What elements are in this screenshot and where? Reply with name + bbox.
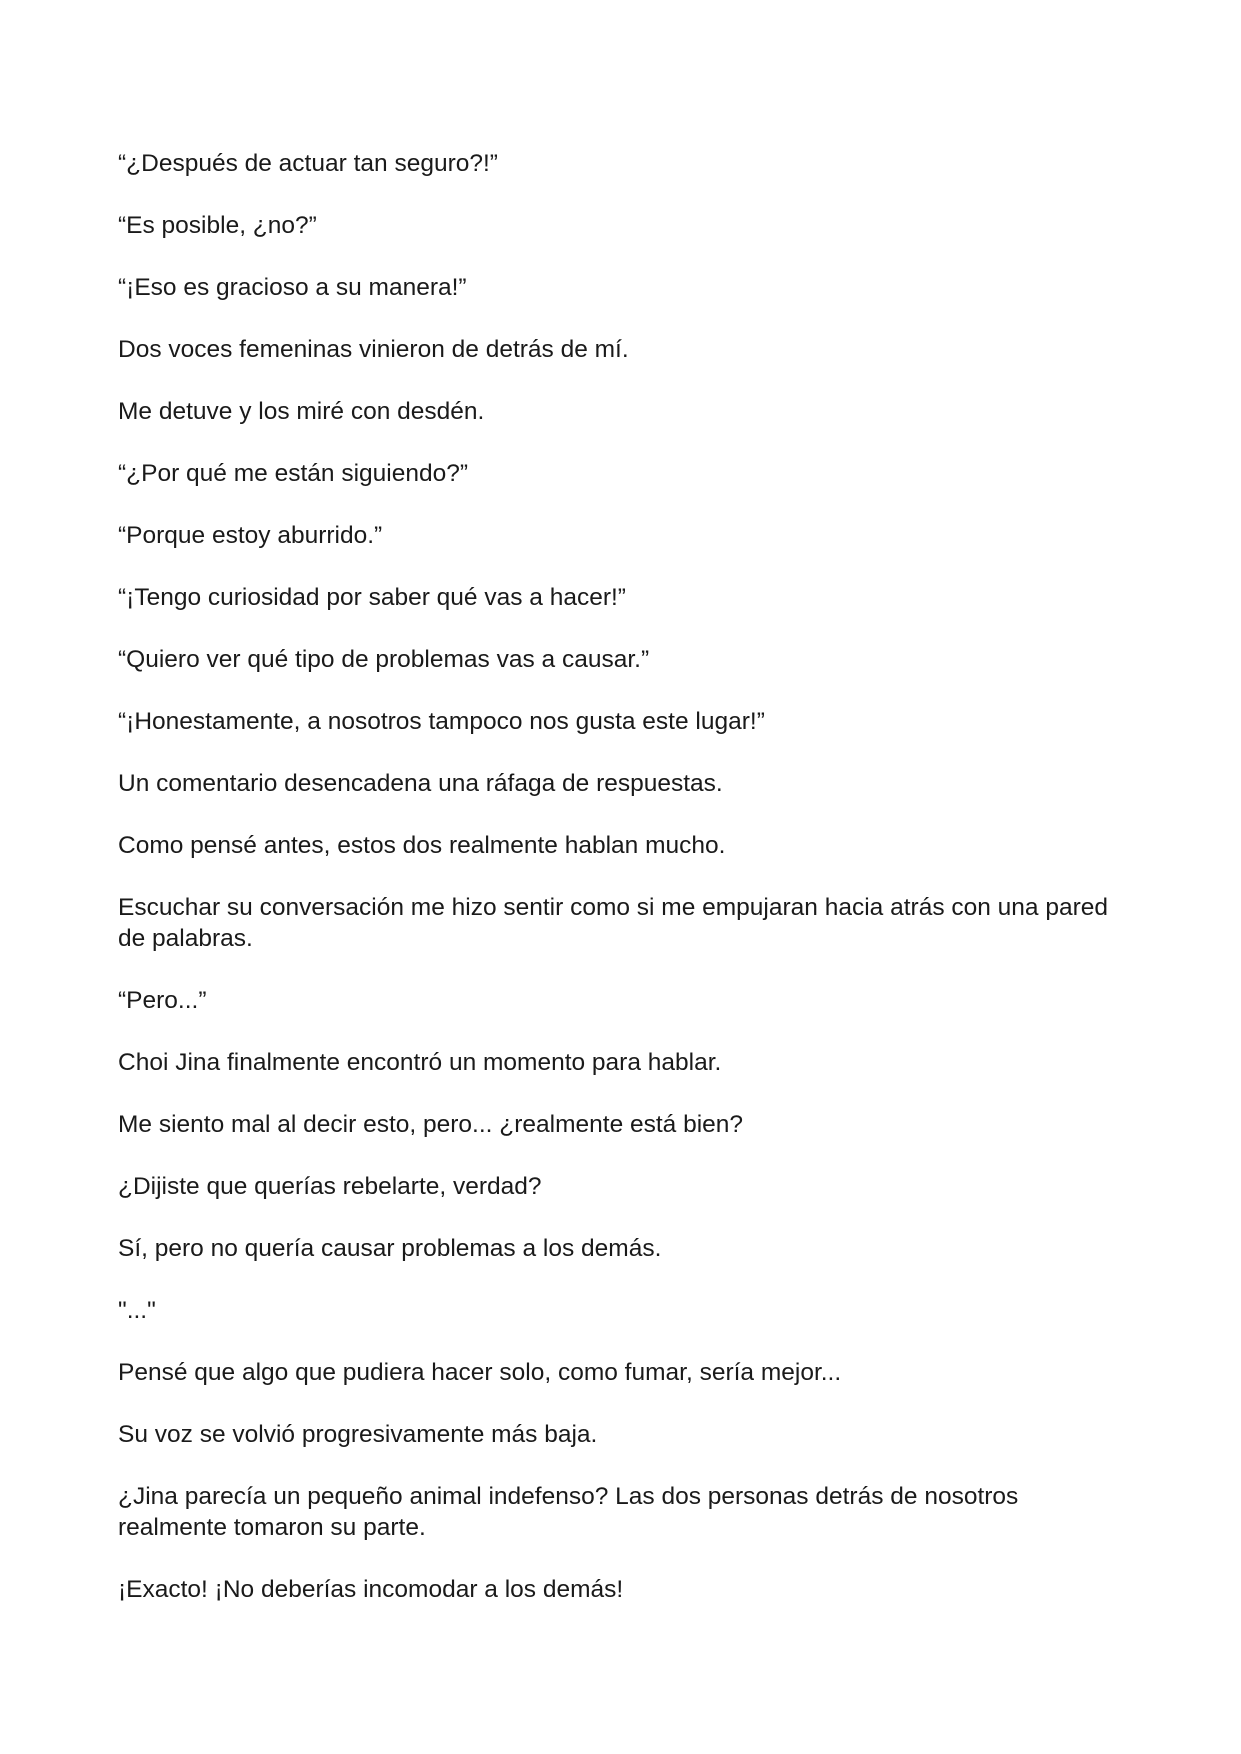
paragraph: "..." xyxy=(118,1297,156,1324)
paragraph: “¿Después de actuar tan seguro?!” xyxy=(118,150,498,177)
paragraph: “Pero...” xyxy=(118,987,207,1014)
paragraph: ¡Exacto! ¡No deberías incomodar a los demás! xyxy=(118,1576,624,1603)
paragraph: ¿Dijiste que querías rebelarte, verdad? xyxy=(118,1173,542,1200)
paragraph: Dos voces femeninas vinieron de detrás de mí. xyxy=(118,336,629,363)
paragraph: Escuchar su conversación me hizo sentir como si me empujaran hacia atrás con una pared de palabras. xyxy=(118,894,1109,952)
paragraph: “Porque estoy aburrido.” xyxy=(118,522,383,549)
paragraph: “¿Por qué me están siguiendo?” xyxy=(118,460,468,487)
paragraph: “¡Honestamente, a nosotros tampoco nos gusta este lugar!” xyxy=(118,708,765,735)
paragraph: “¡Eso es gracioso a su manera!” xyxy=(118,274,467,301)
paragraph: Un comentario desencadena una ráfaga de respuestas. xyxy=(118,770,723,797)
paragraph: “Quiero ver qué tipo de problemas vas a causar.” xyxy=(118,646,650,673)
paragraph: Sí, pero no quería causar problemas a los demás. xyxy=(118,1235,662,1262)
document-body xyxy=(118,148,1128,1636)
paragraph: Como pensé antes, estos dos realmente hablan mucho. xyxy=(118,832,726,859)
paragraph: Su voz se volvió progresivamente más baja. xyxy=(118,1421,598,1448)
paragraph: “Es posible, ¿no?” xyxy=(118,212,317,239)
paragraph: Me detuve y los miré con desdén. xyxy=(118,398,485,425)
paragraph: ¿Jina parecía un pequeño animal indefenso? Las dos personas detrás de nosotros realmente tomaron su parte. xyxy=(118,1483,1019,1541)
paragraph: “¡Tengo curiosidad por saber qué vas a hacer!” xyxy=(118,584,626,611)
paragraph: Pensé que algo que pudiera hacer solo, como fumar, sería mejor... xyxy=(118,1359,842,1386)
paragraph: Choi Jina finalmente encontró un momento para hablar. xyxy=(118,1049,722,1076)
paragraph: Me siento mal al decir esto, pero... ¿realmente está bien? xyxy=(118,1111,744,1138)
